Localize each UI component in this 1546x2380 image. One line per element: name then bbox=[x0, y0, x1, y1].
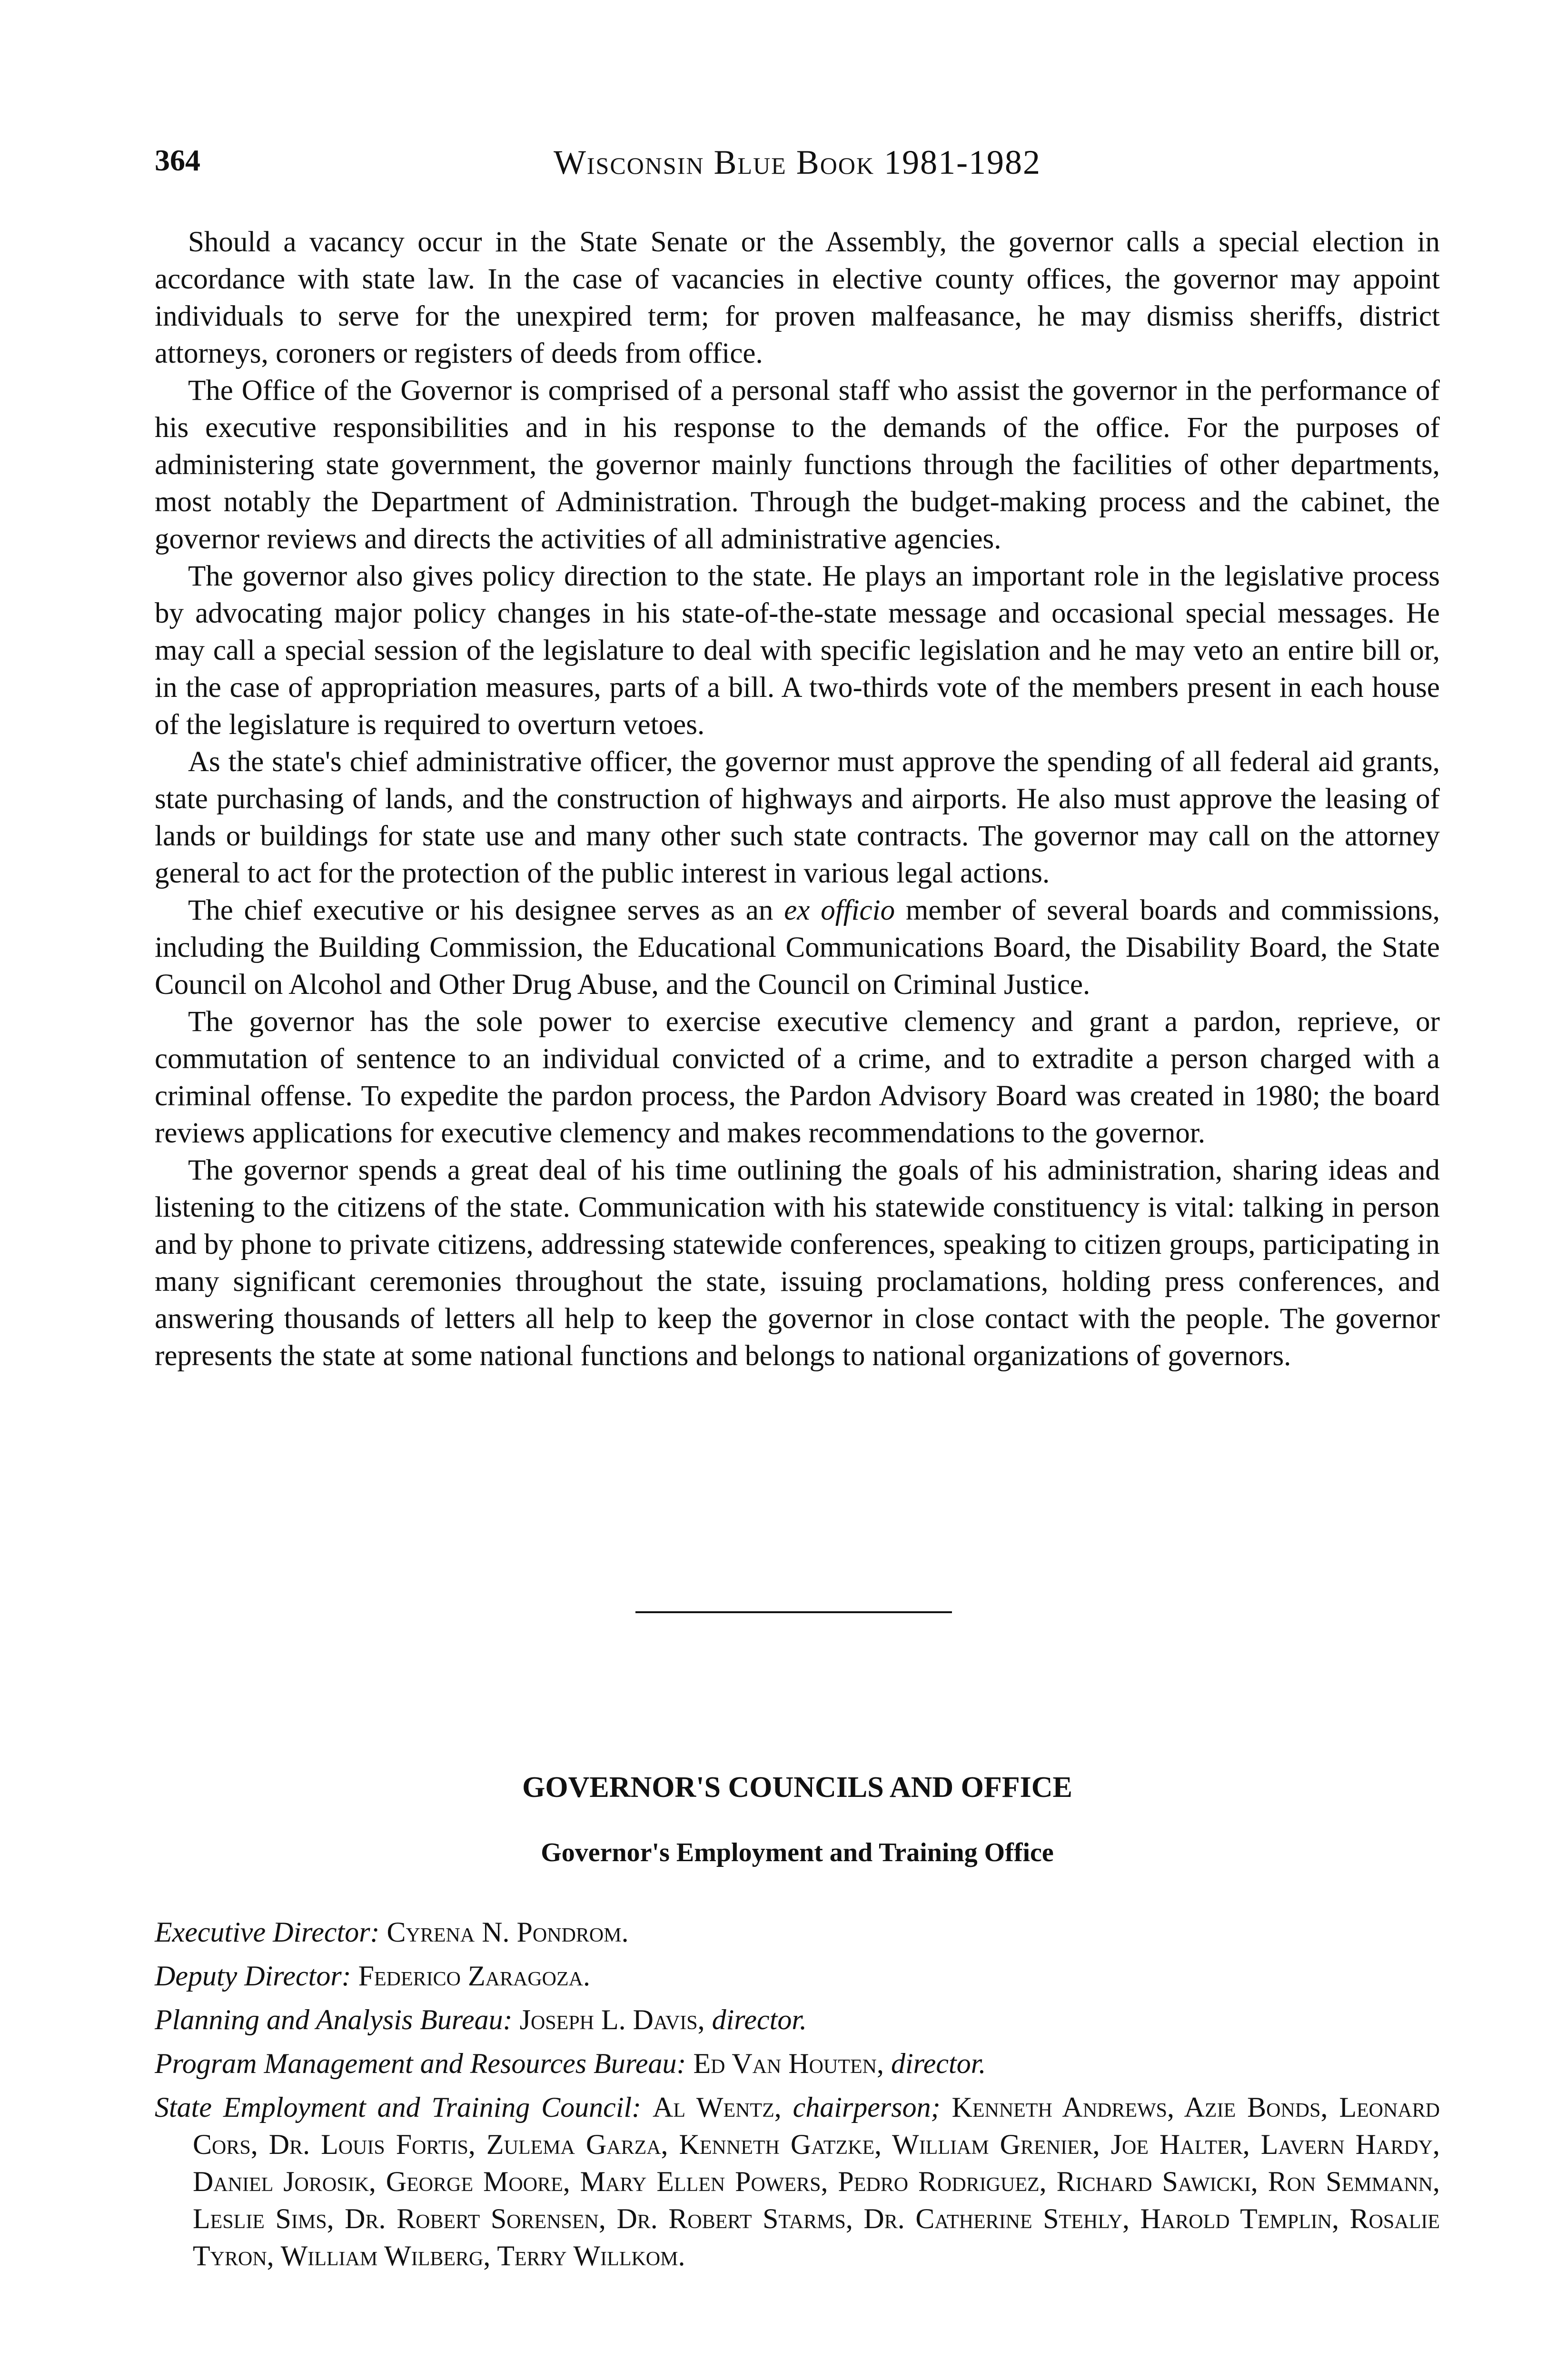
council-members: Kenneth Andrews, Azie Bonds, Leonard Cors, Dr. Louis Fortis, Zulema Garza, Kenneth Gatzke, William Grenier, Joe Halter, Lavern Hardy, Daniel Jorosik, George Moore, Mary Ellen Powers, Pedro Rodriguez, Richard Sawicki, Ron Semmann, Leslie Sims, Dr. Robert Sorensen, Dr. Robert Starms, Dr. Catherine Stehly, Harold Templin, Rosalie Tyron, William Wilberg, Terry Willkom. bbox=[193, 2092, 1440, 2271]
body-text bbox=[155, 224, 1440, 1375]
entry-executive-director bbox=[155, 1914, 1440, 1951]
entry-label: Program Management and Resources Bureau: bbox=[155, 2048, 686, 2079]
council-chair: Al Wentz, bbox=[653, 2092, 782, 2123]
subsection-heading: Governor's Employment and Training Office bbox=[541, 1838, 1054, 1867]
paragraph-ex-officio-after: member of several boards and commissions, including the Building Commission, the Educational Communications Board, the Disability Board, the State Council on Alcohol and Other Drug Abuse, and the Council on Criminal Justice. bbox=[155, 894, 1440, 1001]
entry-names: Joseph L. Davis, bbox=[519, 2004, 705, 2035]
paragraph-vacancy: Should a vacancy occur in the State Senate or the Assembly, the governor calls a special election in accordance with state law. In the case of vacancies in elective county offices, the governor may appoint individuals to serve for the unexpired term; for proven malfeasance, he may dismiss sheriffs, district attorneys, coroners or registers of deeds from office. bbox=[155, 226, 1440, 369]
council-chair-role: chairperson; bbox=[793, 2092, 941, 2123]
entry-names: Ed Van Houten, bbox=[693, 2048, 884, 2079]
running-title: Wisconsin Blue Book 1981-1982 bbox=[553, 143, 1041, 181]
entry-label: State Employment and Training Council: bbox=[155, 2092, 642, 2123]
entry-role: director. bbox=[891, 2048, 986, 2079]
paragraph-ex-officio bbox=[155, 892, 1440, 1003]
entry-label: Planning and Analysis Bureau: bbox=[155, 2004, 513, 2035]
entry-names: Cyrena N. Pondrom. bbox=[386, 1916, 629, 1948]
paragraph-ex-officio-before: The chief executive or his designee serves as an bbox=[188, 894, 773, 926]
paragraph-communication: The governor spends a great deal of his time outlining the goals of his administration, sharing ideas and listening to the citizens of the state. Communication with his statewide constituency is vital: talking in person and by phone to private citizens, addressing statewide conferences, speaking to citizen groups, participating in many significant ceremonies throughout the state, issuing proclamations, holding press conferences, and answering thousands of letters all help to keep the governor in close contact with the people. The governor represents the state at some national functions and belongs to national organizations of governors. bbox=[155, 1154, 1440, 1372]
entry-label: Executive Director: bbox=[155, 1916, 380, 1948]
paragraph-policy-direction: The governor also gives policy direction to the state. He plays an important role in the legislative process by advocating major policy changes in his state-of-the-state message and occasional special messages. He may call a special session of the legislature to deal with specific legislation and he may veto an entire bill or, in the case of appropriation measures, parts of a bill. A two-thirds vote of the members present in each house of the legislature is required to overturn vetoes. bbox=[155, 560, 1440, 741]
paragraph-clemency: The governor has the sole power to exercise executive clemency and grant a pardon, reprieve, or commutation of sentence to an individual convicted of a crime, and to extradite a person charged with a criminal offense. To expedite the pardon process, the Pardon Advisory Board was created in 1980; the board reviews applications for executive clemency and makes recommendations to the governor. bbox=[155, 1006, 1440, 1149]
paragraph-office-of-governor: The Office of the Governor is comprised of a personal staff who assist the governor in the performance of his executive responsibilities and in his response to the demands of the office. For the purposes of administering state government, the governor mainly functions through the facilities of other departments, most notably the Department of Administration. Through the budget-making process and the cabinet, the governor reviews and directs the activities of all administrative agencies. bbox=[155, 375, 1440, 555]
entry-label: Deputy Director: bbox=[155, 1960, 351, 1992]
entry-program-bureau bbox=[155, 2045, 1440, 2082]
running-head bbox=[155, 143, 1440, 186]
ex-officio-emphasis: ex officio bbox=[784, 894, 895, 926]
entry-planning-bureau bbox=[155, 2001, 1440, 2038]
section-divider bbox=[635, 1611, 952, 1613]
entry-names: Federico Zaragoza. bbox=[358, 1960, 590, 1992]
paragraph-chief-administrative-officer: As the state's chief administrative officer, the governor must approve the spending of all federal aid grants, state purchasing of lands, and the construction of highways and airports. He also must approve the leasing of lands or buildings for state use and many other such state contracts. The governor may call on the attorney general to act for the protection of the public interest in various legal actions. bbox=[155, 746, 1440, 889]
entry-deputy-director bbox=[155, 1957, 1440, 1994]
entry-state-council bbox=[155, 2089, 1440, 2274]
directory-entries bbox=[155, 1914, 1440, 2281]
entry-role: director. bbox=[712, 2004, 807, 2035]
page-number: 364 bbox=[155, 143, 200, 177]
section-heading: GOVERNOR'S COUNCILS AND OFFICE bbox=[522, 1771, 1072, 1804]
